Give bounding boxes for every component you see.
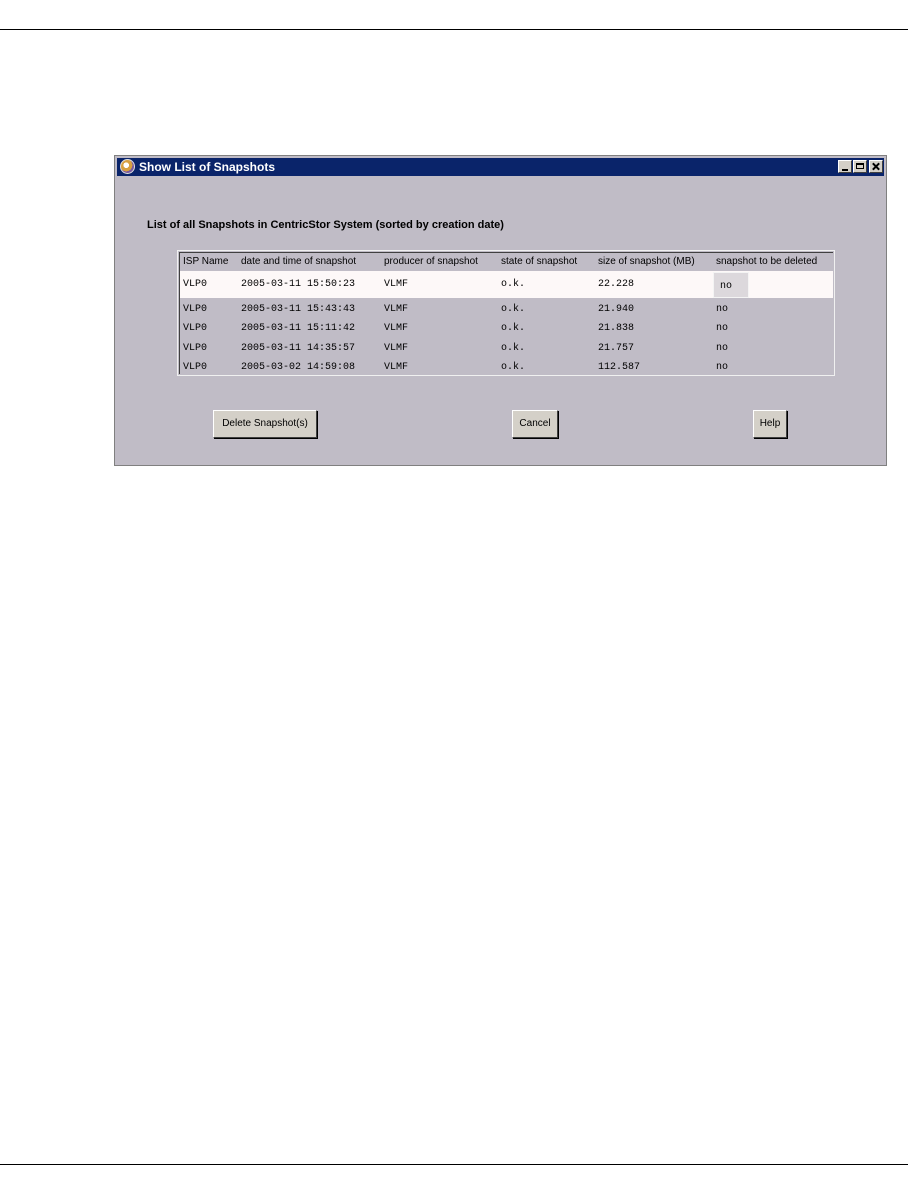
cell-size: 112.587 [598, 362, 641, 373]
table-row[interactable] [180, 358, 833, 378]
cell-size: 21.838 [598, 323, 635, 334]
title-bar[interactable] [117, 158, 884, 176]
cell-isp-name: VLP0 [183, 304, 208, 315]
cell-isp-name: VLP0 [183, 323, 208, 334]
column-header-isp-name[interactable]: ISP Name [183, 256, 229, 267]
minimize-icon[interactable] [838, 160, 852, 173]
cell-datetime: 2005-03-11 14:35:57 [241, 343, 356, 354]
cell-isp-name: VLP0 [183, 279, 208, 290]
table-row[interactable] [180, 339, 833, 359]
cell-delete-flag[interactable]: no [716, 304, 729, 315]
cell-datetime: 2005-03-11 15:43:43 [241, 304, 356, 315]
column-header-state[interactable]: state of snapshot [501, 256, 578, 267]
cell-producer: VLMF [384, 323, 409, 334]
column-header-to-be-deleted[interactable]: snapshot to be deleted [716, 256, 818, 267]
cell-datetime: 2005-03-11 15:50:23 [241, 279, 356, 290]
cell-producer: VLMF [384, 343, 409, 354]
cell-delete-flag: no [720, 281, 733, 292]
list-heading: List of all Snapshots in CentricStor System (sorted by creation date) [147, 219, 504, 231]
page-rule-top [0, 29, 908, 30]
cell-delete-flag[interactable]: no [716, 362, 729, 373]
table-row-selected[interactable] [180, 271, 833, 298]
column-header-producer[interactable]: producer of snapshot [384, 256, 478, 267]
table-header [180, 253, 833, 271]
help-button[interactable]: Help [753, 410, 787, 438]
cell-isp-name: VLP0 [183, 343, 208, 354]
cell-size: 21.940 [598, 304, 635, 315]
cell-state: o.k. [501, 343, 526, 354]
show-snapshots-window [114, 155, 887, 466]
delete-flag-editor[interactable] [713, 272, 749, 298]
cell-producer: VLMF [384, 304, 409, 315]
app-icon [120, 159, 135, 174]
cell-size: 21.757 [598, 343, 635, 354]
cancel-button[interactable]: Cancel [512, 410, 558, 438]
cell-state: o.k. [501, 279, 526, 290]
cell-datetime: 2005-03-02 14:59:08 [241, 362, 356, 373]
cell-datetime: 2005-03-11 15:11:42 [241, 323, 356, 334]
cell-delete-flag[interactable]: no [716, 323, 729, 334]
cell-state: o.k. [501, 323, 526, 334]
column-header-size[interactable]: size of snapshot (MB) [598, 256, 695, 267]
page-rule-bottom [0, 1164, 908, 1165]
cell-delete-flag[interactable]: no [716, 343, 729, 354]
table-row[interactable] [180, 300, 833, 320]
snapshot-table [177, 250, 835, 376]
cell-state: o.k. [501, 362, 526, 373]
delete-snapshots-button[interactable]: Delete Snapshot(s) [213, 410, 317, 438]
cell-state: o.k. [501, 304, 526, 315]
close-icon[interactable] [869, 160, 883, 173]
column-header-datetime[interactable]: date and time of snapshot [241, 256, 357, 267]
cell-producer: VLMF [384, 279, 409, 290]
cell-size: 22.228 [598, 279, 635, 290]
cell-isp-name: VLP0 [183, 362, 208, 373]
table-row[interactable] [180, 319, 833, 339]
maximize-icon[interactable] [853, 160, 867, 173]
cell-producer: VLMF [384, 362, 409, 373]
window-title: Show List of Snapshots [139, 160, 276, 174]
